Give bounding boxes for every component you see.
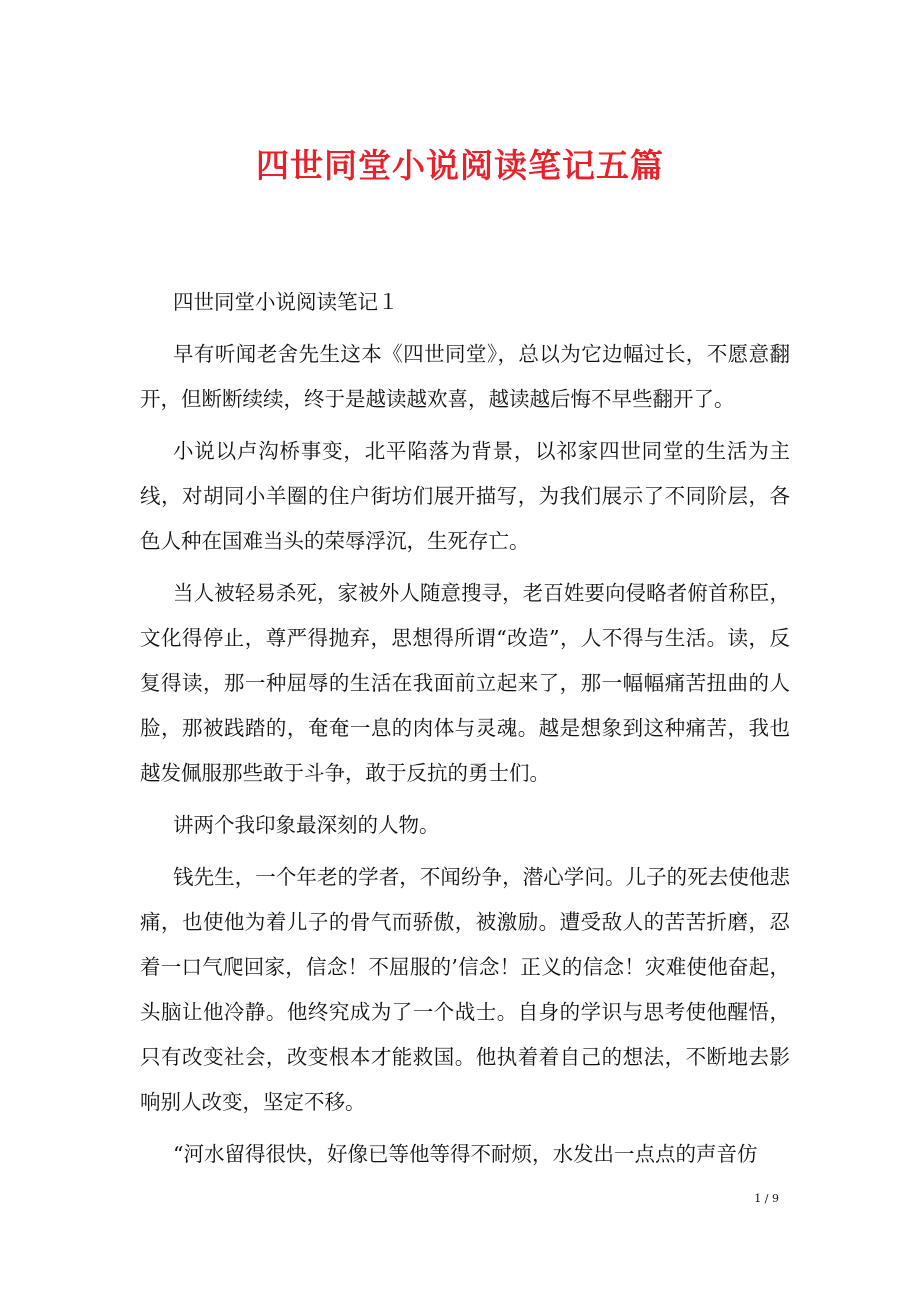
paragraph-4: 讲两个我印象最深刻的人物。 bbox=[173, 813, 440, 837]
paragraph-5: 钱先生，一个年老的学者，不闻纷争，潜心学问。儿子的死去使他悲痛，也使他为着儿子的骨气而骄傲，被激励。遭受敌人的苦苦折磨，忍着一口气爬回家，信念！不屈服的’信念！正义的信念！灾难使他奋起，头脑让他冷静。他终究成为了一个战士。自身的学识与思考使他醒悟，只有改变社会，改变根本才能救国。他执着着自己的想法，不断地去影响别人改变，坚定不移。 bbox=[140, 865, 790, 1114]
paragraph-2: 小说以卢沟桥事变，北平陷落为背景，以祁家四世同堂的生活为主线，对胡同小羊圈的住户街坊们展开描写，为我们展示了不同阶层，各色人种在国难当头的荣辱浮沉，生死存亡。 bbox=[140, 439, 790, 553]
paragraph-3: 当人被轻易杀死，家被外人随意搜寻，老百姓要向侵略者俯首称臣，文化得停止，尊严得抛弃，思想得所谓“改造”，人不得与生活。读，反复得读，那一种屈辱的生活在我面前立起来了，那一幅幅痛苦扭曲的人脸，那被践踏的，奄奄一息的肉体与灵魂。越是想象到这种痛苦，我也越发佩服那些敢于斗争，敢于反抗的勇士们。 bbox=[140, 581, 790, 785]
paragraph-1: 早有听闻老舍先生这本《四世同堂》，总以为它边幅过长，不愿意翻开，但断断续续，终于是越读越欢喜，越读越后悔不早些翻开了。 bbox=[140, 342, 790, 411]
document-body bbox=[140, 280, 790, 1184]
paragraph-6: “河水留得很快，好像已等他等得不耐烦，水发出一点点的声音仿 bbox=[173, 1142, 758, 1166]
document-title: 四世同堂小说阅读笔记五篇 bbox=[256, 146, 664, 185]
page-indicator: 1 / 9 bbox=[754, 1192, 779, 1205]
heading-note-1: 四世同堂小说阅读笔记１ bbox=[173, 290, 399, 314]
